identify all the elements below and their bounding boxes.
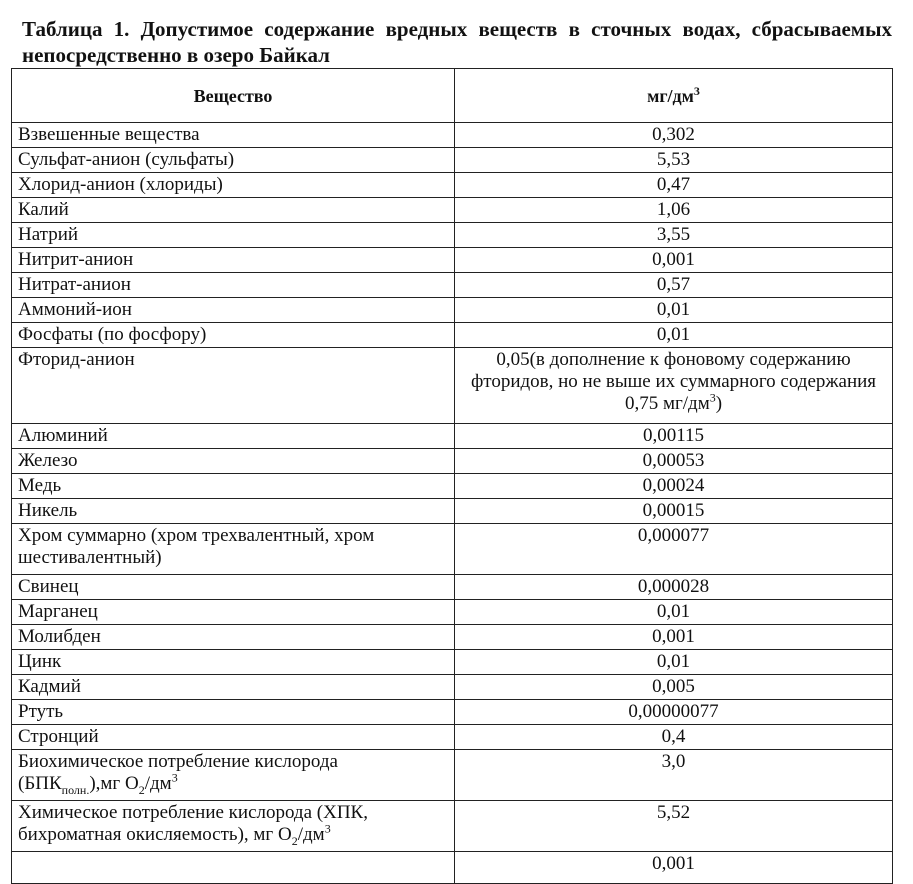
substance-value: 0,01 xyxy=(455,298,893,323)
substance-name: Свинец xyxy=(12,575,455,600)
table-row xyxy=(12,248,893,273)
substance-value: 0,00015 xyxy=(455,499,893,524)
substance-value: 0,01 xyxy=(455,600,893,625)
table-row xyxy=(12,499,893,524)
substance-value: 0,001 xyxy=(455,248,893,273)
substance-value: 0,01 xyxy=(455,650,893,675)
substance-value: 0,00053 xyxy=(455,449,893,474)
table-row xyxy=(12,348,893,424)
substance-value: 0,001 xyxy=(455,625,893,650)
substance-value: 0,4 xyxy=(455,725,893,750)
table-row xyxy=(12,852,893,884)
substance-value: 0,005 xyxy=(455,675,893,700)
substance-name: Марганец xyxy=(12,600,455,625)
substance-name: Ртуть xyxy=(12,700,455,725)
table-row xyxy=(12,173,893,198)
table-row xyxy=(12,123,893,148)
table-row xyxy=(12,298,893,323)
table-row xyxy=(12,625,893,650)
table-row xyxy=(12,650,893,675)
substance-value: 0,47 xyxy=(455,173,893,198)
substance-name: Цинк xyxy=(12,650,455,675)
substance-name xyxy=(12,852,455,884)
substance-value: 0,302 xyxy=(455,123,893,148)
table-row xyxy=(12,323,893,348)
substances-table xyxy=(11,68,893,884)
table-row xyxy=(12,148,893,173)
table-row xyxy=(12,223,893,248)
table-row xyxy=(12,474,893,499)
substance-name: Биохимическое потребление кислорода $(БПК_{полн.}),мг$ $О_2/дм^3$ xyxy=(12,750,455,801)
substance-name: Кадмий xyxy=(12,675,455,700)
table-row xyxy=(12,750,893,801)
substance-name: Молибден xyxy=(12,625,455,650)
substance-value: 0,000028 xyxy=(455,575,893,600)
substance-name: Никель xyxy=(12,499,455,524)
substance-name: Железо xyxy=(12,449,455,474)
substance-value: 0,57 xyxy=(455,273,893,298)
substance-value: 0,05(в дополнение к фоновому содержанию фторидов, но не выше их суммарного содержания 0,75 $мг/дм^3$) xyxy=(455,348,893,424)
substance-value: 3,0 xyxy=(455,750,893,801)
table-row xyxy=(12,725,893,750)
substance-name: Алюминий xyxy=(12,424,455,449)
table-row xyxy=(12,801,893,852)
column-header-unit: $мг/дм^3$ xyxy=(455,69,893,123)
substance-name: Хлорид-анион (хлориды) xyxy=(12,173,455,198)
table-row xyxy=(12,424,893,449)
table-row xyxy=(12,273,893,298)
table-header-row xyxy=(12,69,893,123)
substance-name: Нитрит-анион xyxy=(12,248,455,273)
column-header-substance: Вещество xyxy=(12,69,455,123)
table-row xyxy=(12,675,893,700)
substance-name: Сульфат-анион (сульфаты) xyxy=(12,148,455,173)
substance-value: 5,52 xyxy=(455,801,893,852)
table-row xyxy=(12,198,893,223)
substance-value: 0,00024 xyxy=(455,474,893,499)
substance-value: 0,001 xyxy=(455,852,893,884)
table-row xyxy=(12,600,893,625)
substance-value: 0,000077 xyxy=(455,524,893,575)
substance-name: Медь xyxy=(12,474,455,499)
substance-name: Нитрат-анион xyxy=(12,273,455,298)
substance-name: Калий xyxy=(12,198,455,223)
substance-name: Фторид-анион xyxy=(12,348,455,424)
substance-name: Фосфаты (по фосфору) xyxy=(12,323,455,348)
page-title: Таблица 1. Допустимое содержание вредных веществ в сточных водах, сбрасываемых непосредственно в озеро Байкал xyxy=(22,17,892,67)
substance-value: 0,00000077 xyxy=(455,700,893,725)
substance-value: 5,53 xyxy=(455,148,893,173)
substance-value: 0,00115 xyxy=(455,424,893,449)
table-row xyxy=(12,449,893,474)
table-row xyxy=(12,700,893,725)
table-row xyxy=(12,575,893,600)
substance-value: 1,06 xyxy=(455,198,893,223)
substance-value: 3,55 xyxy=(455,223,893,248)
substance-name: Взвешенные вещества xyxy=(12,123,455,148)
substance-name: Аммоний-ион xyxy=(12,298,455,323)
substance-name: Химическое потребление кислорода (ХПК, бихроматная окисляемость), мг $О_2/дм^3$ xyxy=(12,801,455,852)
substance-name: Хром суммарно (хром трехвалентный, хром шестивалентный) xyxy=(12,524,455,575)
substance-name: Стронций xyxy=(12,725,455,750)
table-row xyxy=(12,524,893,575)
substance-value: 0,01 xyxy=(455,323,893,348)
substance-name: Натрий xyxy=(12,223,455,248)
